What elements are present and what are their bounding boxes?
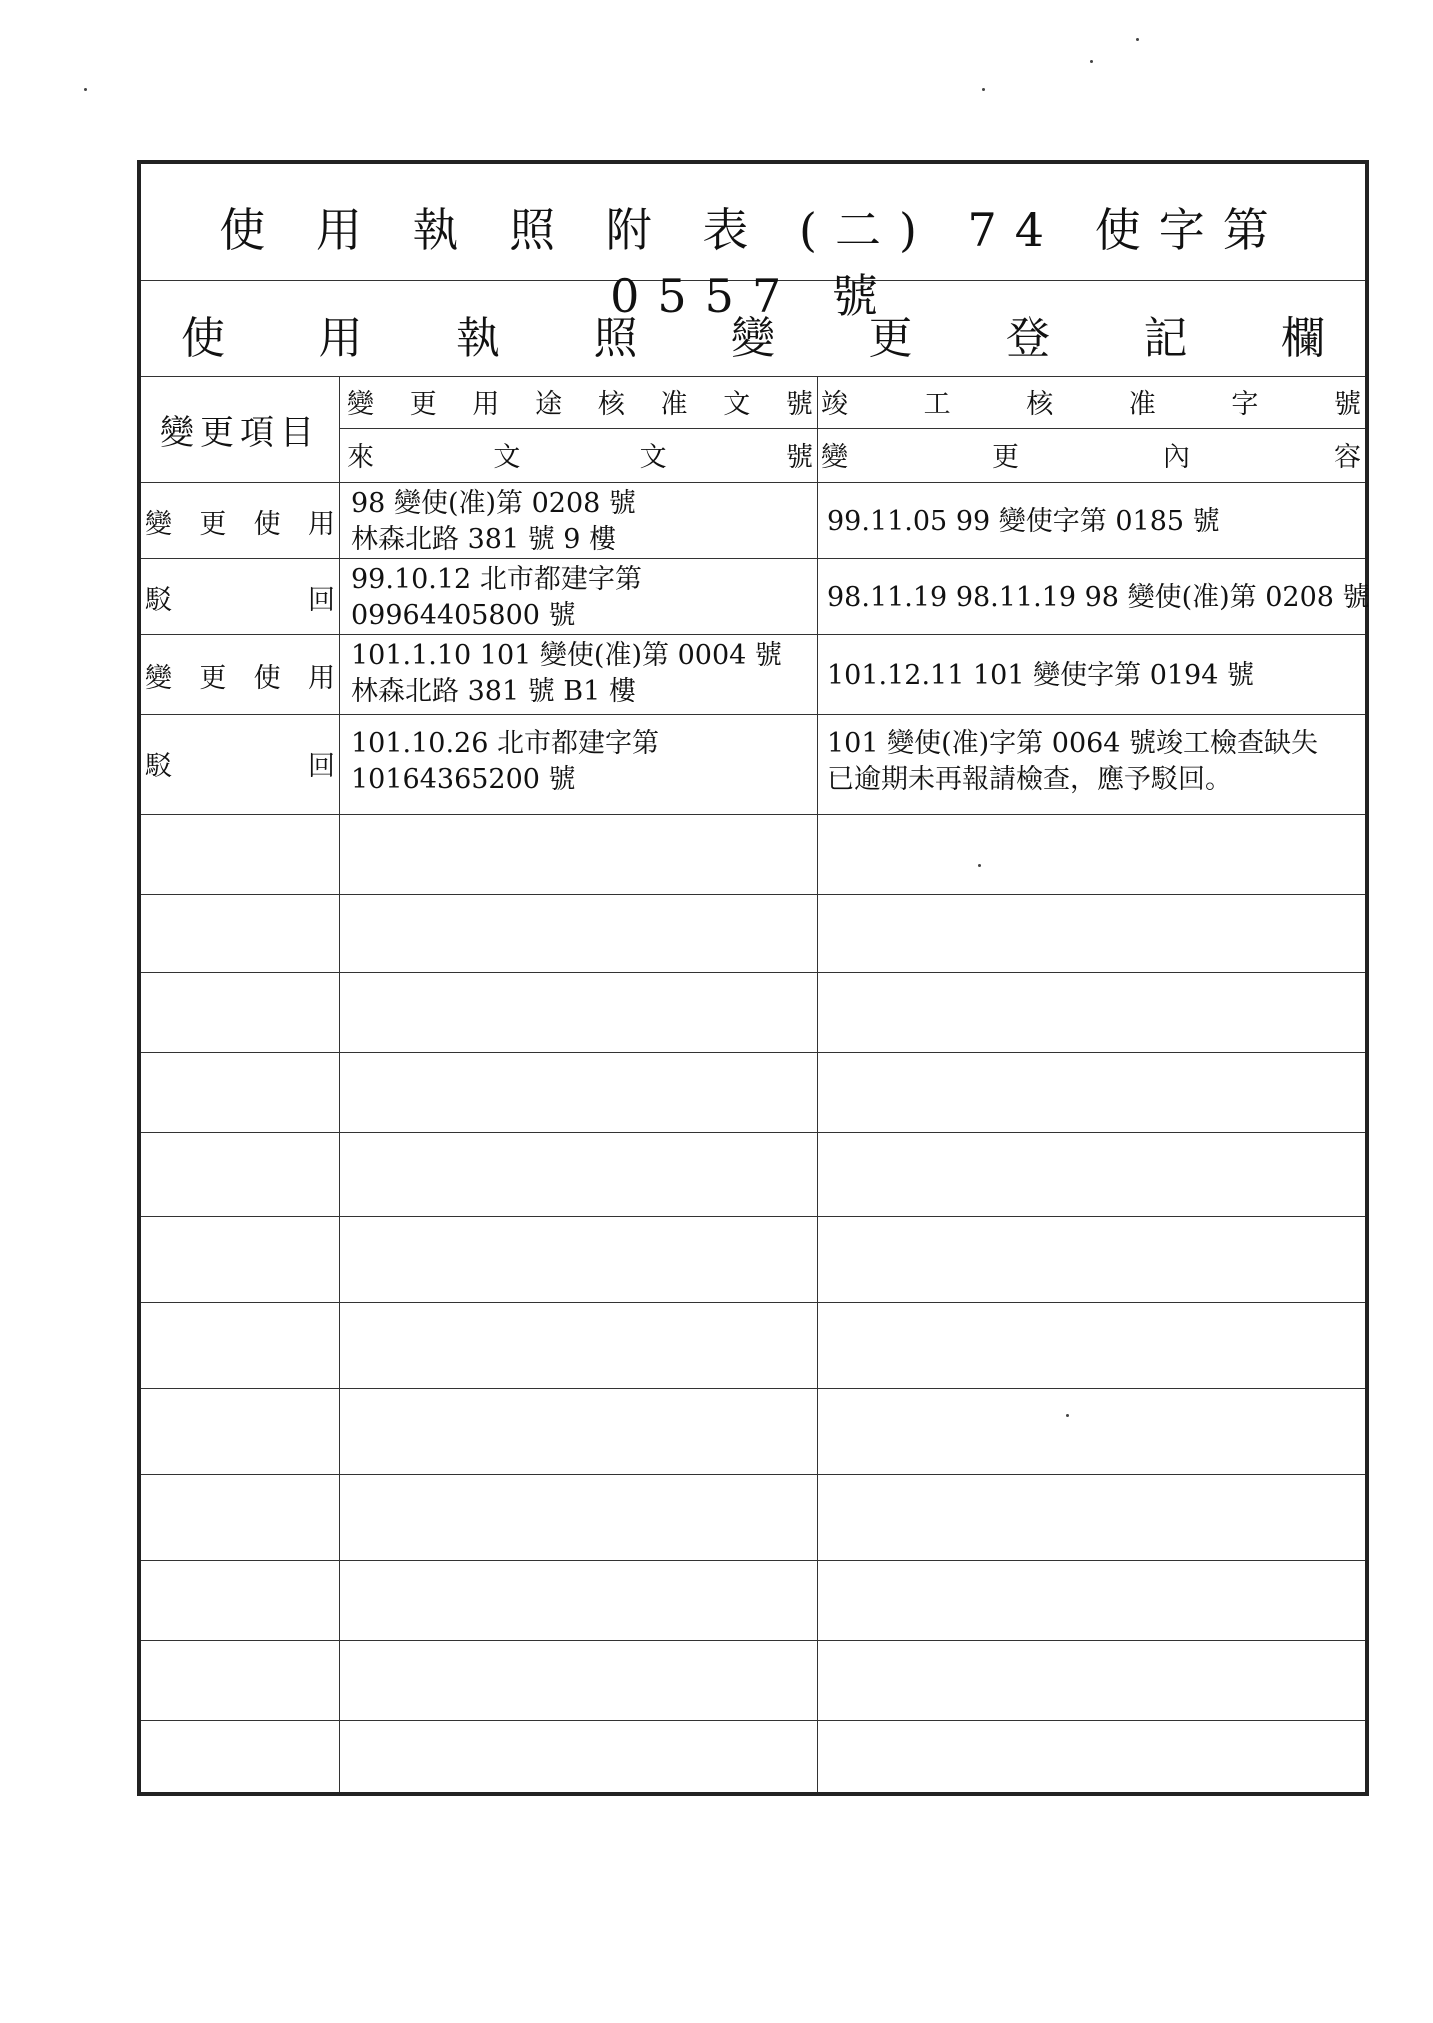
- header-char: 來: [347, 442, 374, 473]
- header-char: 號: [785, 442, 813, 473]
- form-subtitle: [181, 302, 1325, 366]
- doc-line: 林森北路 381 號 9 樓: [351, 524, 617, 555]
- header-approval-doc: [339, 376, 817, 429]
- scan-speck: [978, 864, 981, 867]
- subtitle-char: 使: [181, 313, 225, 364]
- header-char: 號: [785, 389, 813, 420]
- row-doc-number: [351, 726, 659, 798]
- table-row: [141, 482, 1365, 559]
- doc-line: 101.1.10 101 變使(准)第 0004 號: [351, 640, 782, 671]
- subtitle-char: 執: [456, 313, 500, 364]
- subtitle-char: 欄: [1281, 313, 1325, 364]
- row-doc-number: [351, 486, 636, 558]
- subtitle-char: 照: [593, 313, 638, 364]
- content-line: 99.11.05 99 變使字第 0185 號: [827, 506, 1220, 537]
- row-change-content: [827, 580, 1370, 616]
- header-char: 准: [660, 389, 688, 420]
- subtitle-char: 變: [731, 313, 775, 364]
- header-char: 更: [409, 389, 437, 420]
- header-char: 號: [1333, 389, 1361, 420]
- doc-line: 09964405800 號: [351, 600, 576, 631]
- empty-row: [141, 894, 1365, 973]
- row-item: [145, 744, 335, 783]
- row-change-content: [827, 726, 1318, 798]
- item-char: 駁: [145, 585, 172, 616]
- row-item: [145, 578, 335, 617]
- empty-row: [141, 1560, 1365, 1641]
- content-line: 已逾期未再報請檢查，應予駁回。: [827, 764, 1232, 795]
- header-char: 文: [493, 442, 521, 473]
- header-char: 核: [1026, 389, 1054, 420]
- subtitle-char: 用: [318, 313, 363, 364]
- empty-row: [141, 1132, 1365, 1217]
- header-char: 內: [1163, 442, 1190, 473]
- scan-speck: [1136, 38, 1139, 41]
- content-line: 101.12.11 101 變使字第 0194 號: [827, 660, 1254, 691]
- header-char: 容: [1334, 442, 1361, 473]
- header-char: 文: [723, 389, 751, 420]
- header-char: 核: [597, 389, 625, 420]
- subtitle-char: 記: [1143, 313, 1188, 364]
- doc-line: 林森北路 381 號 B1 樓: [351, 676, 636, 707]
- item-char: 駁: [145, 751, 172, 782]
- table-row: [141, 634, 1365, 715]
- row-item: [145, 656, 335, 695]
- table-row: [141, 558, 1370, 635]
- item-char: 用: [307, 509, 335, 540]
- empty-row: [141, 1388, 1365, 1475]
- row-doc-number: [351, 562, 642, 634]
- subtitle-char: 登: [1006, 313, 1050, 364]
- header-row: [141, 376, 1365, 483]
- column-divider: [817, 376, 818, 1792]
- header-char: 准: [1128, 389, 1156, 420]
- empty-row: [141, 1052, 1365, 1133]
- subtitle-row: [141, 280, 1365, 377]
- header-incoming-doc: [339, 429, 817, 482]
- scan-speck: [1090, 60, 1093, 63]
- header-change-content: [817, 429, 1365, 482]
- header-completion-approval: [817, 376, 1365, 429]
- empty-row: [141, 1216, 1365, 1303]
- header-char: 變: [347, 389, 374, 420]
- title-row: [141, 164, 1365, 323]
- item-char: 使: [253, 663, 281, 694]
- header-char: 工: [923, 389, 951, 420]
- empty-row: [141, 972, 1365, 1053]
- row-change-content: [827, 504, 1220, 540]
- row-doc-number: [351, 638, 782, 710]
- content-line: 101 變使(准)字第 0064 號竣工檢查缺失: [827, 728, 1319, 759]
- doc-line: 99.10.12 北市都建字第: [351, 564, 642, 595]
- doc-line: 10164365200 號: [351, 764, 576, 795]
- header-char: 竣: [821, 389, 848, 420]
- table-row: [141, 714, 1365, 815]
- item-char: 更: [199, 509, 227, 540]
- scan-speck: [982, 88, 985, 91]
- column-divider: [339, 376, 340, 1792]
- subtitle-char: 更: [868, 313, 913, 364]
- header-char: 用: [472, 389, 500, 420]
- header-char: 變: [821, 442, 848, 473]
- doc-line: 98 變使(准)第 0208 號: [351, 488, 636, 519]
- item-char: 用: [307, 663, 335, 694]
- scan-speck: [84, 88, 87, 91]
- item-char: 使: [253, 509, 281, 540]
- item-char: 變: [145, 663, 172, 694]
- item-char: 回: [308, 751, 335, 782]
- row-item: [145, 502, 335, 541]
- scan-speck: [1066, 1414, 1069, 1417]
- item-char: 變: [145, 509, 172, 540]
- item-char: 回: [308, 585, 335, 616]
- empty-row: [141, 1302, 1365, 1389]
- header-char: 更: [992, 442, 1019, 473]
- empty-row: [141, 814, 1365, 895]
- header-char: 字: [1231, 389, 1259, 420]
- header-item-label: 變更項目: [160, 412, 320, 453]
- header-char: 途: [535, 389, 563, 420]
- doc-line: 101.10.26 北市都建字第: [351, 728, 659, 759]
- form-title: 使 用 執 照 附 表 (二) 74 使字第 0557 號: [219, 203, 1287, 323]
- change-registration-table: [137, 160, 1369, 1796]
- empty-row: [141, 1474, 1365, 1561]
- header-char: 文: [639, 442, 667, 473]
- empty-row: [141, 1640, 1365, 1721]
- row-change-content: [827, 658, 1254, 694]
- content-line: 98.11.19 98.11.19 98 變使(准)第 0208 號: [827, 582, 1370, 613]
- item-char: 更: [199, 663, 227, 694]
